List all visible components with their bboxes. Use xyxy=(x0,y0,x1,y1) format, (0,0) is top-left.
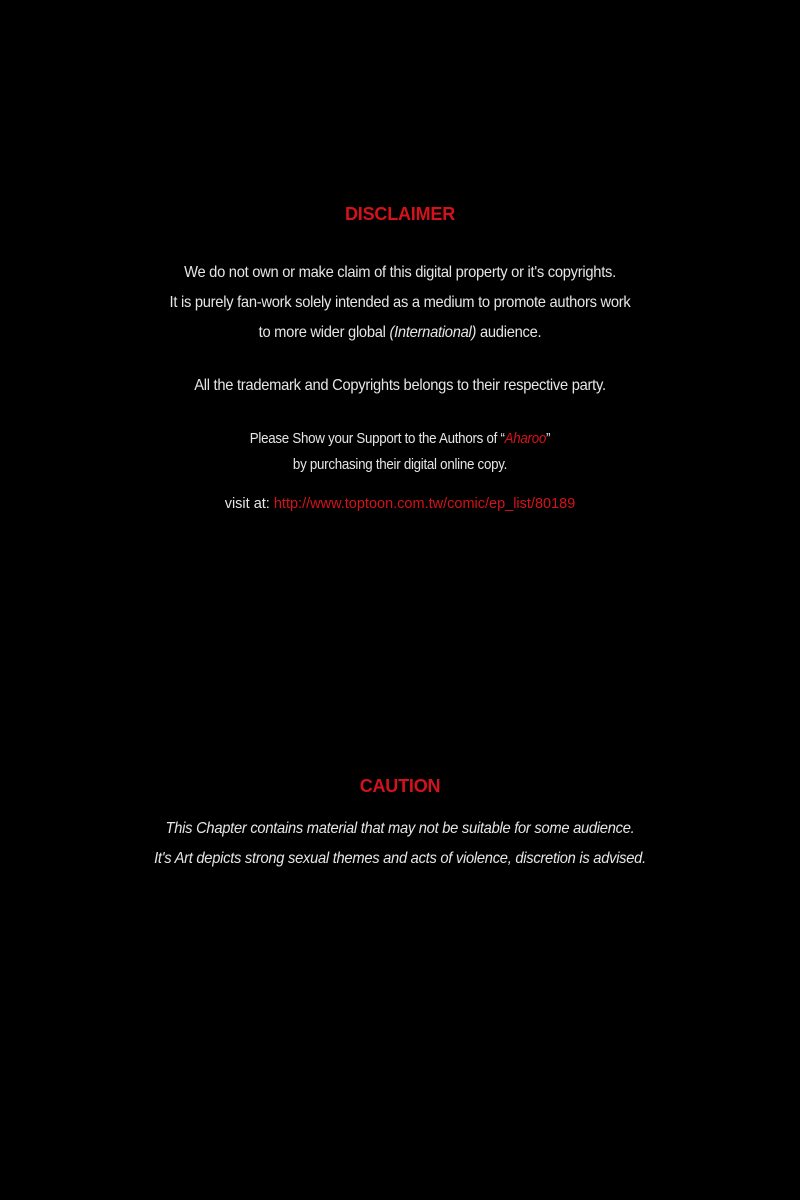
disclaimer-line-3 xyxy=(32,318,768,348)
disclaimer-line-3-pre: to more wider global xyxy=(258,324,390,341)
support-line-2: by purchasing their digital online copy. xyxy=(292,457,508,473)
international-emphasis: (International) xyxy=(389,324,477,341)
support-line-1 xyxy=(32,426,768,452)
caution-line-2: It's Art depicts strong sexual themes and acts of violence, discretion is advised. xyxy=(154,850,646,867)
disclaimer-heading: DISCLAIMER xyxy=(345,204,455,224)
visit-label: visit at: xyxy=(224,496,274,512)
toptoon-link[interactable]: http://www.toptoon.com.tw/comic/ep_list/80189 xyxy=(273,496,576,512)
caution-heading: CAUTION xyxy=(359,776,441,796)
disclaimer-line-3-post: audience. xyxy=(476,324,542,341)
disclaimer-line-1: We do not own or make claim of this digital property or it's copyrights. xyxy=(184,264,616,281)
support-line-1-post: ” xyxy=(546,431,551,447)
disclaimer-line-2: It is purely fan-work solely intended as a medium to promote authors work xyxy=(169,294,631,311)
visit-line xyxy=(0,496,800,512)
caution-line-1: This Chapter contains material that may not be suitable for some audience. xyxy=(165,820,635,837)
support-line-1-pre: Please Show your Support to the Authors of “ xyxy=(249,431,505,447)
trademark-notice: All the trademark and Copyrights belongs to their respective party. xyxy=(194,377,606,394)
author-name: Aharoo xyxy=(504,431,547,447)
